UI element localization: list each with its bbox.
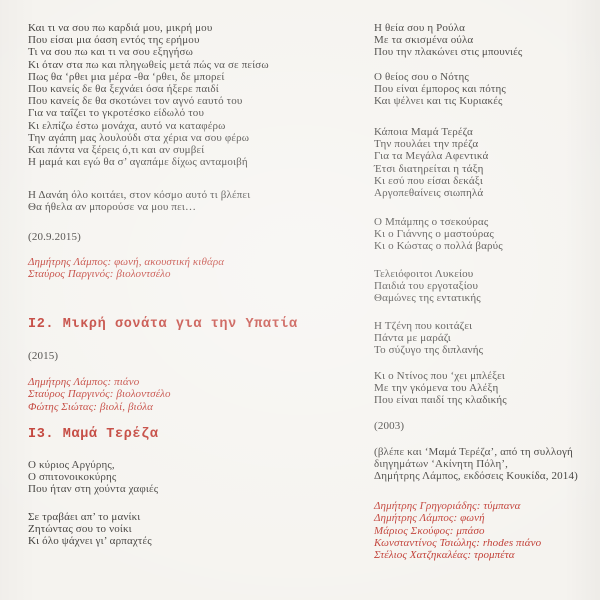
text-line: Θα ήθελα αν μπορούσε να μου πει… xyxy=(28,201,197,214)
track-heading-i2: Ι2. Μικρή σονάτα για την Υπατία xyxy=(28,317,298,332)
lyrics-stanza xyxy=(374,216,503,253)
text-line: Για τα Μεγάλα Αφεντικά xyxy=(374,150,489,163)
text-line: Σταύρος Παργινός: βιολοντσέλο xyxy=(28,388,171,401)
text-line: Με τα σκισμένα ούλα xyxy=(374,34,474,47)
text-line: Τελειόφοιτοι Λυκείου xyxy=(374,268,474,280)
text-line: Κι όταν στα πω και πληγωθείς μετά πώς να σε πείσω xyxy=(28,58,269,71)
text-line: Τι να σου πω και τι να σου εξηγήσω xyxy=(28,46,194,59)
text-line: Πάντα με μαράζι xyxy=(374,332,451,345)
text-line: Και τι να σου πω καρδιά μου, μικρή μου xyxy=(28,22,213,34)
text-line: διηγημάτων ‘Ακίνητη Πόλη’, xyxy=(374,458,509,471)
recording-date: (20.9.2015) xyxy=(28,231,81,243)
text-line: Δημήτρης Λάμπος, εκδόσεις Κουκίδα, 2014) xyxy=(374,470,578,483)
text-line: Που είναι έμπορος και πότης xyxy=(374,83,506,96)
text-line: Δημήτρης Λάμπος: φωνή xyxy=(374,512,485,525)
text-line: Κι ελπίζω έστω μονάχα, αυτό να καταφέρω xyxy=(28,119,226,132)
recording-date: (2003) xyxy=(374,420,405,432)
lyrics-stanza xyxy=(28,189,250,213)
track-heading-i3: Ι3. Μαμά Τερέζα xyxy=(28,427,159,442)
lyrics-stanza xyxy=(28,22,269,168)
text-line: Που είσαι μια όαση εντός της ερήμου xyxy=(28,34,200,47)
lyrics-stanza xyxy=(374,268,481,305)
text-line: Κι ο Ντίνος που ‘χει μπλέξει xyxy=(374,370,506,382)
text-line: Η Τζένη που κοιτάζει xyxy=(374,320,473,332)
lyrics-stanza xyxy=(374,22,522,59)
lyrics-stanza xyxy=(374,126,488,199)
credits-list xyxy=(374,500,541,561)
text-line: Το σύζυγο της διπλανής xyxy=(374,344,484,357)
text-line: Κι εσύ που είσαι δεκάξι xyxy=(374,174,483,187)
text-line: (βλέπε και ‘Μαμά Τερέζα’, από τη συλλογή xyxy=(374,446,573,458)
text-line: Η θεία σου η Ρούλα xyxy=(374,22,466,34)
lyrics-stanza xyxy=(28,511,152,548)
credits-list xyxy=(28,376,171,413)
text-line: Ο θείος σου ο Νότης xyxy=(374,71,469,83)
text-line: Φώτης Σιώτας: βιολί, βιόλα xyxy=(28,400,154,413)
text-line: Ο σπιτονοικοκύρης xyxy=(28,471,117,484)
text-line: Παιδιά του εργοταξίου xyxy=(374,280,479,293)
text-line: Που κανείς δε θα ξεχνάει όσα ήξερε παιδί xyxy=(28,83,219,96)
text-line: Μάριος Σκούφος: μπάσο xyxy=(374,524,485,537)
lyrics-stanza xyxy=(374,320,483,357)
text-line: Και πάντα να ξέρεις ό,τι και αν συμβεί xyxy=(28,144,205,157)
text-line: Δημήτρης Λάμπος: πιάνο xyxy=(28,376,140,388)
text-line: Ο Μπάμπης ο τσεκούρας xyxy=(374,216,489,228)
credits-list xyxy=(28,256,224,281)
text-line: Που κανείς δε θα σκοτώνει τον αγνό εαυτό του xyxy=(28,95,243,108)
text-line: Η μαμά και εγώ θα σ’ αγαπάμε δίχως ανταμοιβή xyxy=(28,156,248,169)
recording-date: (2015) xyxy=(28,350,59,362)
text-line: Που είναι παιδί της κλαδικής xyxy=(374,394,507,407)
text-line: Η Δανάη όλο κοιτάει, στον κόσμο αυτό τι βλέπει xyxy=(28,189,251,201)
lyrics-stanza xyxy=(374,370,507,407)
publication-note xyxy=(374,446,578,483)
text-line: Έτσι διατηρείται η τάξη xyxy=(374,162,484,175)
text-line: Που ήταν στη χούντα χαφιές xyxy=(28,483,159,496)
text-line: Την αγάπη μας λουλούδι στα χέρια να σου φέρω xyxy=(28,131,250,144)
lyrics-stanza xyxy=(28,459,158,496)
text-line: Σε τραβάει απ’ το μανίκι xyxy=(28,511,141,523)
text-line: Ο κύριος Αργύρης, xyxy=(28,459,115,471)
text-line: Που την πλακώνει στις μπουνιές xyxy=(374,46,523,59)
lyrics-stanza xyxy=(374,71,506,108)
text-line: Σταύρος Παργινός: βιολοντσέλο xyxy=(28,268,171,281)
text-line: Ζητώντας σου το νοίκι xyxy=(28,523,132,536)
text-line: Αργοπεθαίνεις σιωπηλά xyxy=(374,187,484,200)
text-line: Με την γκόμενα του Αλέξη xyxy=(374,382,499,395)
text-line: Κι ο Κώστας ο πολλά βαρύς xyxy=(374,240,503,253)
text-line: Θαμώνες της εντατικής xyxy=(374,292,481,305)
text-line: Κι όλο ψάχνει γι’ αρπαχτές xyxy=(28,535,152,548)
text-line: Και ψέλνει και τις Κυριακές xyxy=(374,95,503,108)
text-line: Κάποια Μαμά Τερέζα xyxy=(374,126,473,138)
text-line: Δημήτρης Λάμπος: φωνή, ακουστική κιθάρα xyxy=(28,256,225,268)
text-line: Κι ο Γιάννης ο μαστούρας xyxy=(374,228,494,241)
text-line: Πως θα ‘ρθει μια μέρα -θα ‘ρθει, δε μπορεί xyxy=(28,70,225,83)
text-line: Δημήτρης Γρηγοριάδης: τύμπανα xyxy=(374,500,521,512)
text-line: Την πουλάει την πρέζα xyxy=(374,138,479,151)
text-line: Κωνσταντίνος Τσιώλης: rhodes πιάνο xyxy=(374,536,542,549)
text-line: Για να ταΐζει το γκροτέσκο είδωλό του xyxy=(28,107,205,120)
text-line: Στέλιος Χατζηκαλέας: τρομπέτα xyxy=(374,549,515,562)
